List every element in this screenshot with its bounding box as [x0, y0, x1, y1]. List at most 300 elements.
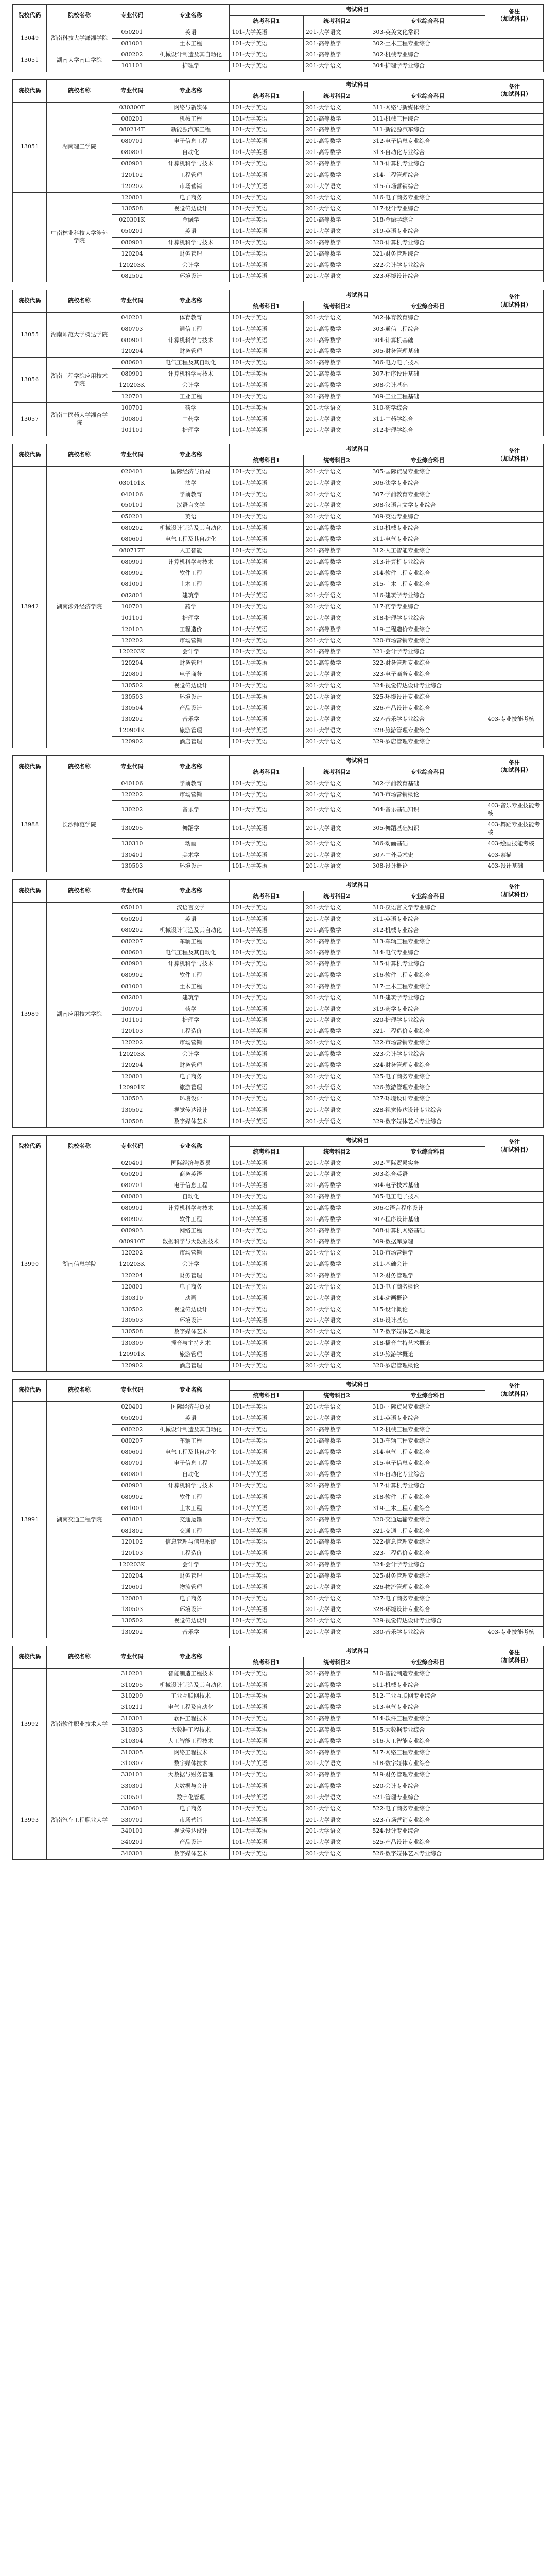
- major-code-cell: 080207: [112, 936, 152, 947]
- subject1-header: 统考科目1: [230, 15, 304, 27]
- major-name-cell: 大数据工程技术: [152, 1724, 230, 1736]
- major-name-cell: 护理学: [152, 613, 230, 624]
- major-name-cell: 数字媒体艺术: [152, 1327, 230, 1338]
- major-name-cell: 机械工程: [152, 113, 230, 125]
- school-code-header: 院校代码: [13, 1646, 47, 1668]
- subject1-cell: 101-大学英语: [230, 1360, 304, 1371]
- subject1-cell: 101-大学英语: [230, 170, 304, 181]
- major-code-cell: 120203K: [112, 1048, 152, 1060]
- exam-subjects-header: 考试科目: [230, 444, 485, 455]
- subject3-cell: 328-环境设计专业综合: [370, 1604, 485, 1616]
- subject3-cell: 514-软件工程专业综合: [370, 1714, 485, 1725]
- major-code-cell: 080701: [112, 1180, 152, 1192]
- major-name-cell: 财务管理: [152, 1060, 230, 1071]
- subject3-header: 专业综合科目: [370, 455, 485, 467]
- subject1-cell: 101-大学英语: [230, 136, 304, 147]
- subject3-cell: 312-财务管理学: [370, 1270, 485, 1281]
- subject2-cell: 201-大学语文: [303, 602, 370, 613]
- remark-cell: [485, 1192, 543, 1203]
- subject3-cell: 321-工程造价专业综合: [370, 1026, 485, 1038]
- remark-cell: [485, 1469, 543, 1481]
- subject1-cell: 101-大学英语: [230, 1593, 304, 1604]
- major-code-cell: 080901: [112, 1481, 152, 1492]
- exam-subjects-header: 考试科目: [230, 880, 485, 891]
- subject2-header: 统考科目2: [303, 1657, 370, 1668]
- remark-cell: 403-专业技能考核: [485, 714, 543, 725]
- subject2-header: 统考科目2: [303, 91, 370, 102]
- major-code-cell: 080801: [112, 1469, 152, 1481]
- remark-header: [485, 5, 543, 27]
- major-name-cell: 电子商务: [152, 1071, 230, 1082]
- subject3-cell: 313-自动化专业综合: [370, 147, 485, 159]
- subject1-header: 统考科目1: [230, 767, 304, 778]
- subject2-cell: 201-高等数学: [303, 1724, 370, 1736]
- remark-cell: [485, 1781, 543, 1792]
- subject1-cell: 101-大学英语: [230, 545, 304, 556]
- subject1-cell: 101-大学英语: [230, 512, 304, 523]
- major-code-cell: 130503: [112, 861, 152, 872]
- subject3-cell: 306-动画基础: [370, 838, 485, 850]
- subject2-cell: 201-高等数学: [303, 1447, 370, 1458]
- school-name-cell: 湖南科技大学潇湘学院: [46, 27, 112, 49]
- major-name-cell: 护理学: [152, 425, 230, 436]
- subject1-cell: 101-大学英语: [230, 1327, 304, 1338]
- subject1-cell: 101-大学英语: [230, 602, 304, 613]
- subject1-cell: 101-大学英语: [230, 579, 304, 590]
- remark-header: [485, 1379, 543, 1402]
- major-code-cell: 130205: [112, 820, 152, 839]
- exam-subjects-header: 考试科目: [230, 290, 485, 301]
- major-code-cell: 081001: [112, 1503, 152, 1514]
- subject1-cell: 101-大学英语: [230, 1447, 304, 1458]
- remark-cell: [485, 680, 543, 691]
- subject1-cell: 101-大学英语: [230, 49, 304, 61]
- subject2-cell: 201-高等数学: [303, 1270, 370, 1281]
- subject2-cell: 201-大学语文: [303, 850, 370, 861]
- remark-cell: [485, 1826, 543, 1837]
- subject1-cell: 101-大学英语: [230, 1169, 304, 1180]
- subject2-cell: 201-大学语文: [303, 1293, 370, 1304]
- subject1-cell: 101-大学英语: [230, 1270, 304, 1281]
- major-name-cell: 金融学: [152, 215, 230, 226]
- subject1-cell: 101-大学英语: [230, 1826, 304, 1837]
- subject3-cell: 311-新能源汽车综合: [370, 125, 485, 136]
- subject1-cell: 101-大学英语: [230, 102, 304, 113]
- major-code-cell: 120202: [112, 181, 152, 192]
- admission-table: [12, 1379, 544, 1638]
- remark-header: [485, 1135, 543, 1158]
- remark-cell: [485, 545, 543, 556]
- subject1-cell: 101-大学英语: [230, 1413, 304, 1425]
- major-name-header: 专业名称: [152, 80, 230, 103]
- subject1-cell: 101-大学英语: [230, 1105, 304, 1116]
- header-row: [13, 290, 544, 301]
- major-code-cell: 130502: [112, 1304, 152, 1315]
- remark-cell: [485, 1202, 543, 1214]
- remark-cell: 403-绘画技能考核: [485, 838, 543, 850]
- school-name-cell: 湖南应用技术学院: [46, 902, 112, 1127]
- subject1-cell: 101-大学英语: [230, 913, 304, 925]
- major-name-cell: 机械设计制造及其自动化: [152, 523, 230, 534]
- school-code-cell: 13055: [13, 312, 47, 357]
- subject1-cell: 101-大学英语: [230, 1048, 304, 1060]
- major-code-cell: 080903: [112, 1225, 152, 1236]
- major-name-header: 专业名称: [152, 1379, 230, 1402]
- subject3-cell: 312-护理学综合: [370, 425, 485, 436]
- subject3-cell: 307-程序设计基础: [370, 369, 485, 380]
- subject2-cell: 201-大学语文: [303, 1338, 370, 1349]
- subject1-header: 统考科目1: [230, 1657, 304, 1668]
- subject2-cell: 201-大学语文: [303, 1169, 370, 1180]
- school-name-cell: 中南林业科技大学涉外学院: [46, 192, 112, 282]
- table-header: [13, 444, 544, 467]
- major-name-cell: 英语: [152, 1413, 230, 1425]
- admission-table: [12, 444, 544, 748]
- major-code-cell: 130503: [112, 691, 152, 703]
- major-code-header: 专业代码: [112, 1646, 152, 1668]
- remark-cell: [485, 1758, 543, 1770]
- subject2-cell: 201-高等数学: [303, 1225, 370, 1236]
- subject3-cell: 310-汉语言文学专业综合: [370, 902, 485, 913]
- major-name-cell: 药学: [152, 1004, 230, 1015]
- subject1-cell: 101-大学英语: [230, 1714, 304, 1725]
- remark-cell: [485, 192, 543, 204]
- subject3-cell: 323-工程造价专业综合: [370, 1548, 485, 1560]
- remark-cell: [485, 1259, 543, 1270]
- major-code-cell: 030101K: [112, 478, 152, 489]
- remark-cell: [485, 500, 543, 512]
- table-header: [13, 756, 544, 778]
- major-name-cell: 播音与主持艺术: [152, 1338, 230, 1349]
- major-code-cell: 080701: [112, 1458, 152, 1469]
- major-code-header: 专业代码: [112, 880, 152, 903]
- major-name-cell: 土木工程: [152, 1503, 230, 1514]
- subject2-cell: 201-大学语文: [303, 1616, 370, 1627]
- remark-title: 备注: [508, 293, 520, 300]
- school-code-cell: 13051: [13, 102, 47, 192]
- subject2-cell: 201-大学语文: [303, 913, 370, 925]
- remark-cell: 403-舞蹈专业技能考核: [485, 820, 543, 839]
- subject1-cell: 101-大学英语: [230, 936, 304, 947]
- subject3-cell: 302-学前教育基础: [370, 778, 485, 789]
- exam-subjects-header: 考试科目: [230, 80, 485, 91]
- remark-cell: [485, 489, 543, 500]
- remark-cell: [485, 512, 543, 523]
- remark-subtitle: （加试科目）: [497, 301, 531, 308]
- subject3-cell: 525-产品设计专业综合: [370, 1837, 485, 1849]
- school-code-header: 院校代码: [13, 1379, 47, 1402]
- subject3-cell: 305-财务管理基础: [370, 346, 485, 358]
- remark-title: 备注: [508, 759, 520, 766]
- subject3-header: 专业综合科目: [370, 891, 485, 903]
- major-code-cell: 080801: [112, 1192, 152, 1203]
- major-code-cell: 100701: [112, 602, 152, 613]
- major-code-cell: 081001: [112, 981, 152, 992]
- subject1-cell: 101-大学英语: [230, 534, 304, 545]
- subject3-cell: 311-英语专业综合: [370, 913, 485, 925]
- major-name-cell: 电气工程及其自动化: [152, 358, 230, 369]
- subject2-header: 统考科目2: [303, 767, 370, 778]
- subject1-cell: 101-大学英语: [230, 125, 304, 136]
- subject2-cell: 201-高等数学: [303, 1492, 370, 1503]
- subject2-cell: 201-高等数学: [303, 170, 370, 181]
- remark-title: 备注: [508, 883, 520, 890]
- major-name-cell: 机械设计制造及其自动化: [152, 1680, 230, 1691]
- subject2-cell: 201-高等数学: [303, 335, 370, 346]
- major-name-cell: 护理学: [152, 61, 230, 72]
- subject3-cell: 311-网络与新媒体综合: [370, 102, 485, 113]
- remark-cell: [485, 1236, 543, 1248]
- remark-cell: [485, 1593, 543, 1604]
- remark-cell: [485, 1026, 543, 1038]
- remark-cell: [485, 1537, 543, 1548]
- school-code-cell: 13988: [13, 778, 47, 872]
- subject3-cell: 310-机械专业综合: [370, 523, 485, 534]
- subject2-cell: 201-高等数学: [303, 1503, 370, 1514]
- major-name-cell: 市场营销: [152, 635, 230, 647]
- major-name-cell: 交通运输: [152, 1514, 230, 1526]
- major-name-cell: 电子信息工程: [152, 1458, 230, 1469]
- subject2-cell: 201-大学语文: [303, 27, 370, 38]
- subject2-cell: 201-大学语文: [303, 466, 370, 478]
- major-code-cell: 310303: [112, 1724, 152, 1736]
- major-code-cell: 120202: [112, 1038, 152, 1049]
- remark-cell: [485, 1169, 543, 1180]
- major-code-cell: 100801: [112, 414, 152, 425]
- major-name-cell: 市场营销: [152, 181, 230, 192]
- subject2-cell: 201-高等数学: [303, 324, 370, 335]
- major-code-cell: 080901: [112, 158, 152, 170]
- subject3-cell: 313-车辆工程专业综合: [370, 936, 485, 947]
- major-name-cell: 环境设计: [152, 691, 230, 703]
- major-name-cell: 财务管理: [152, 1570, 230, 1582]
- remark-cell: 403-音乐专业技能考核: [485, 801, 543, 820]
- subject3-cell: 310-市场营销学: [370, 1248, 485, 1259]
- subject2-cell: 201-大学语文: [303, 312, 370, 324]
- subject2-cell: 201-大学语文: [303, 102, 370, 113]
- subject1-cell: 101-大学英语: [230, 204, 304, 215]
- subject3-cell: 307-中外美术史: [370, 850, 485, 861]
- major-code-cell: 130502: [112, 680, 152, 691]
- remark-cell: [485, 1349, 543, 1360]
- subject2-cell: 201-大学语文: [303, 1158, 370, 1169]
- subject3-cell: 310-国际贸易专业综合: [370, 1402, 485, 1413]
- major-code-cell: 081802: [112, 1526, 152, 1537]
- major-code-cell: 081801: [112, 1514, 152, 1526]
- remark-cell: [485, 1668, 543, 1680]
- major-code-cell: 310305: [112, 1747, 152, 1758]
- subject3-cell: 329-数字媒体艺术专业综合: [370, 1116, 485, 1128]
- subject2-cell: 201-大学语文: [303, 992, 370, 1004]
- major-name-cell: 视觉传达设计: [152, 1105, 230, 1116]
- subject2-cell: 201-大学语文: [303, 192, 370, 204]
- major-code-cell: 040106: [112, 489, 152, 500]
- major-name-cell: 会计学: [152, 1048, 230, 1060]
- subject3-cell: 311-电气专业综合: [370, 534, 485, 545]
- subject3-header: 专业综合科目: [370, 1146, 485, 1158]
- subject2-cell: 201-大学语文: [303, 1826, 370, 1837]
- major-name-cell: 计算机科学与技术: [152, 335, 230, 346]
- major-name-cell: 学前教育: [152, 489, 230, 500]
- subject2-cell: 201-大学语文: [303, 1402, 370, 1413]
- major-name-cell: 网络工程: [152, 1225, 230, 1236]
- subject3-cell: 313-计算机专业综合: [370, 158, 485, 170]
- major-code-cell: 030300T: [112, 102, 152, 113]
- header-row: [13, 5, 544, 16]
- subject1-cell: 101-大学英语: [230, 1803, 304, 1815]
- major-name-cell: 美术学: [152, 850, 230, 861]
- header-row: [13, 444, 544, 455]
- major-name-cell: 产品设计: [152, 703, 230, 714]
- remark-cell: [485, 102, 543, 113]
- subject1-cell: 101-大学英语: [230, 1792, 304, 1803]
- major-code-cell: 120901K: [112, 725, 152, 737]
- major-name-cell: 软件工程: [152, 568, 230, 579]
- major-code-cell: 050201: [112, 512, 152, 523]
- table-row: [13, 1402, 544, 1413]
- subject1-cell: 101-大学英语: [230, 1560, 304, 1571]
- subject1-cell: 101-大学英语: [230, 27, 304, 38]
- subject1-cell: 101-大学英语: [230, 1691, 304, 1702]
- subject2-cell: 201-大学语文: [303, 669, 370, 681]
- major-name-cell: 体育教育: [152, 312, 230, 324]
- subject1-cell: 101-大学英语: [230, 1094, 304, 1105]
- major-name-header: 专业名称: [152, 5, 230, 27]
- subject3-cell: 302-体育教育综合: [370, 312, 485, 324]
- subject2-cell: 201-大学语文: [303, 703, 370, 714]
- major-name-cell: 软件工程技术: [152, 1714, 230, 1725]
- subject2-cell: 201-高等数学: [303, 1192, 370, 1203]
- major-code-cell: 050201: [112, 226, 152, 238]
- major-code-cell: 130502: [112, 1105, 152, 1116]
- subject3-cell: 517-网络工程专业综合: [370, 1747, 485, 1758]
- subject2-cell: 201-大学语文: [303, 789, 370, 801]
- subject2-cell: 201-高等数学: [303, 1668, 370, 1680]
- major-name-cell: 网络工程技术: [152, 1747, 230, 1758]
- subject2-cell: 201-大学语文: [303, 204, 370, 215]
- subject3-cell: 311-基础会计: [370, 1259, 485, 1270]
- subject3-cell: 310-药学综合: [370, 402, 485, 414]
- subject3-cell: 316-自动化专业综合: [370, 1469, 485, 1481]
- remark-cell: [485, 260, 543, 271]
- subject1-cell: 101-大学英语: [230, 992, 304, 1004]
- major-code-cell: 120204: [112, 1270, 152, 1281]
- major-name-cell: 计算机科学与技术: [152, 959, 230, 970]
- table-header: [13, 5, 544, 27]
- remark-cell: [485, 27, 543, 38]
- remark-cell: [485, 61, 543, 72]
- subject3-cell: 314-电气工程专业综合: [370, 1447, 485, 1458]
- subject1-cell: 101-大学英语: [230, 1349, 304, 1360]
- subject2-cell: 201-高等数学: [303, 556, 370, 568]
- major-code-cell: 040106: [112, 778, 152, 789]
- subject2-header: 统考科目2: [303, 1146, 370, 1158]
- major-name-cell: 英语: [152, 913, 230, 925]
- subject2-cell: 201-高等数学: [303, 1435, 370, 1447]
- subject3-cell: 302-机械专业综合: [370, 49, 485, 61]
- subject1-cell: 101-大学英语: [230, 820, 304, 839]
- remark-cell: [485, 1105, 543, 1116]
- major-name-cell: 电子信息工程: [152, 1180, 230, 1192]
- subject3-cell: 308-计算机网络基础: [370, 1225, 485, 1236]
- subject1-cell: 101-大学英语: [230, 1402, 304, 1413]
- subject1-cell: 101-大学英语: [230, 1236, 304, 1248]
- school-name-header: 院校名称: [46, 756, 112, 778]
- subject3-cell: 309-工业工程基础: [370, 391, 485, 402]
- subject2-cell: 201-高等数学: [303, 1560, 370, 1571]
- subject3-cell: 319-旅游学概论: [370, 1349, 485, 1360]
- remark-cell: [485, 1015, 543, 1026]
- subject3-cell: 303-英美文化常识: [370, 27, 485, 38]
- remark-cell: [485, 1435, 543, 1447]
- subject2-cell: 201-高等数学: [303, 1747, 370, 1758]
- remark-cell: [485, 1060, 543, 1071]
- subject2-cell: 201-大学语文: [303, 402, 370, 414]
- major-name-cell: 汉语言文学: [152, 902, 230, 913]
- major-code-cell: 050201: [112, 27, 152, 38]
- subject3-cell: 302-国际贸易实务: [370, 1158, 485, 1169]
- school-code-cell: [13, 192, 47, 282]
- subject3-cell: 511-机械专业综合: [370, 1680, 485, 1691]
- remark-header: [485, 444, 543, 467]
- school-name-cell: 湖南理工学院: [46, 102, 112, 192]
- remark-cell: [485, 215, 543, 226]
- subject2-cell: 201-高等数学: [303, 260, 370, 271]
- subject3-cell: 302-土木工程专业综合: [370, 38, 485, 49]
- major-name-cell: 数字媒体艺术: [152, 1849, 230, 1860]
- subject1-cell: 101-大学英语: [230, 1281, 304, 1293]
- subject2-header: 统考科目2: [303, 455, 370, 467]
- major-code-cell: 080901: [112, 556, 152, 568]
- subject3-cell: 516-人工智能专业综合: [370, 1736, 485, 1747]
- subject3-cell: 324-会计学专业综合: [370, 1560, 485, 1571]
- subject2-cell: 201-高等数学: [303, 947, 370, 959]
- remark-cell: [485, 658, 543, 669]
- school-code-header: 院校代码: [13, 5, 47, 27]
- subject3-cell: 324-视觉传达设计专业综合: [370, 680, 485, 691]
- subject2-cell: 201-大学语文: [303, 778, 370, 789]
- subject2-cell: 201-高等数学: [303, 1680, 370, 1691]
- subject3-cell: 312-人工智能专业综合: [370, 545, 485, 556]
- subject2-cell: 201-大学语文: [303, 1304, 370, 1315]
- major-name-cell: 音乐学: [152, 801, 230, 820]
- major-name-cell: 环境设计: [152, 861, 230, 872]
- subject2-cell: 201-大学语文: [303, 1758, 370, 1770]
- subject1-cell: 101-大学英语: [230, 1158, 304, 1169]
- subject2-cell: 201-高等数学: [303, 215, 370, 226]
- subject1-cell: 101-大学英语: [230, 1458, 304, 1469]
- subject3-header: 专业综合科目: [370, 301, 485, 313]
- subject2-cell: 201-大学语文: [303, 1815, 370, 1826]
- major-name-cell: 建筑学: [152, 992, 230, 1004]
- subject2-cell: 201-高等数学: [303, 1691, 370, 1702]
- major-code-cell: 330701: [112, 1815, 152, 1826]
- major-code-cell: 120902: [112, 1360, 152, 1371]
- major-name-cell: 网络与新媒体: [152, 102, 230, 113]
- subject1-cell: 101-大学英语: [230, 1526, 304, 1537]
- remark-cell: [485, 1402, 543, 1413]
- major-name-cell: 电子商务: [152, 669, 230, 681]
- school-code-cell: 13051: [13, 49, 47, 72]
- subject1-cell: 101-大学英语: [230, 324, 304, 335]
- subject3-cell: 318-护理学专业综合: [370, 613, 485, 624]
- subject1-cell: 101-大学英语: [230, 624, 304, 635]
- remark-cell: [485, 1158, 543, 1169]
- major-name-cell: 会计学: [152, 260, 230, 271]
- major-name-cell: 工程造价: [152, 624, 230, 635]
- subject3-header: 专业综合科目: [370, 767, 485, 778]
- major-name-cell: 工程造价: [152, 1026, 230, 1038]
